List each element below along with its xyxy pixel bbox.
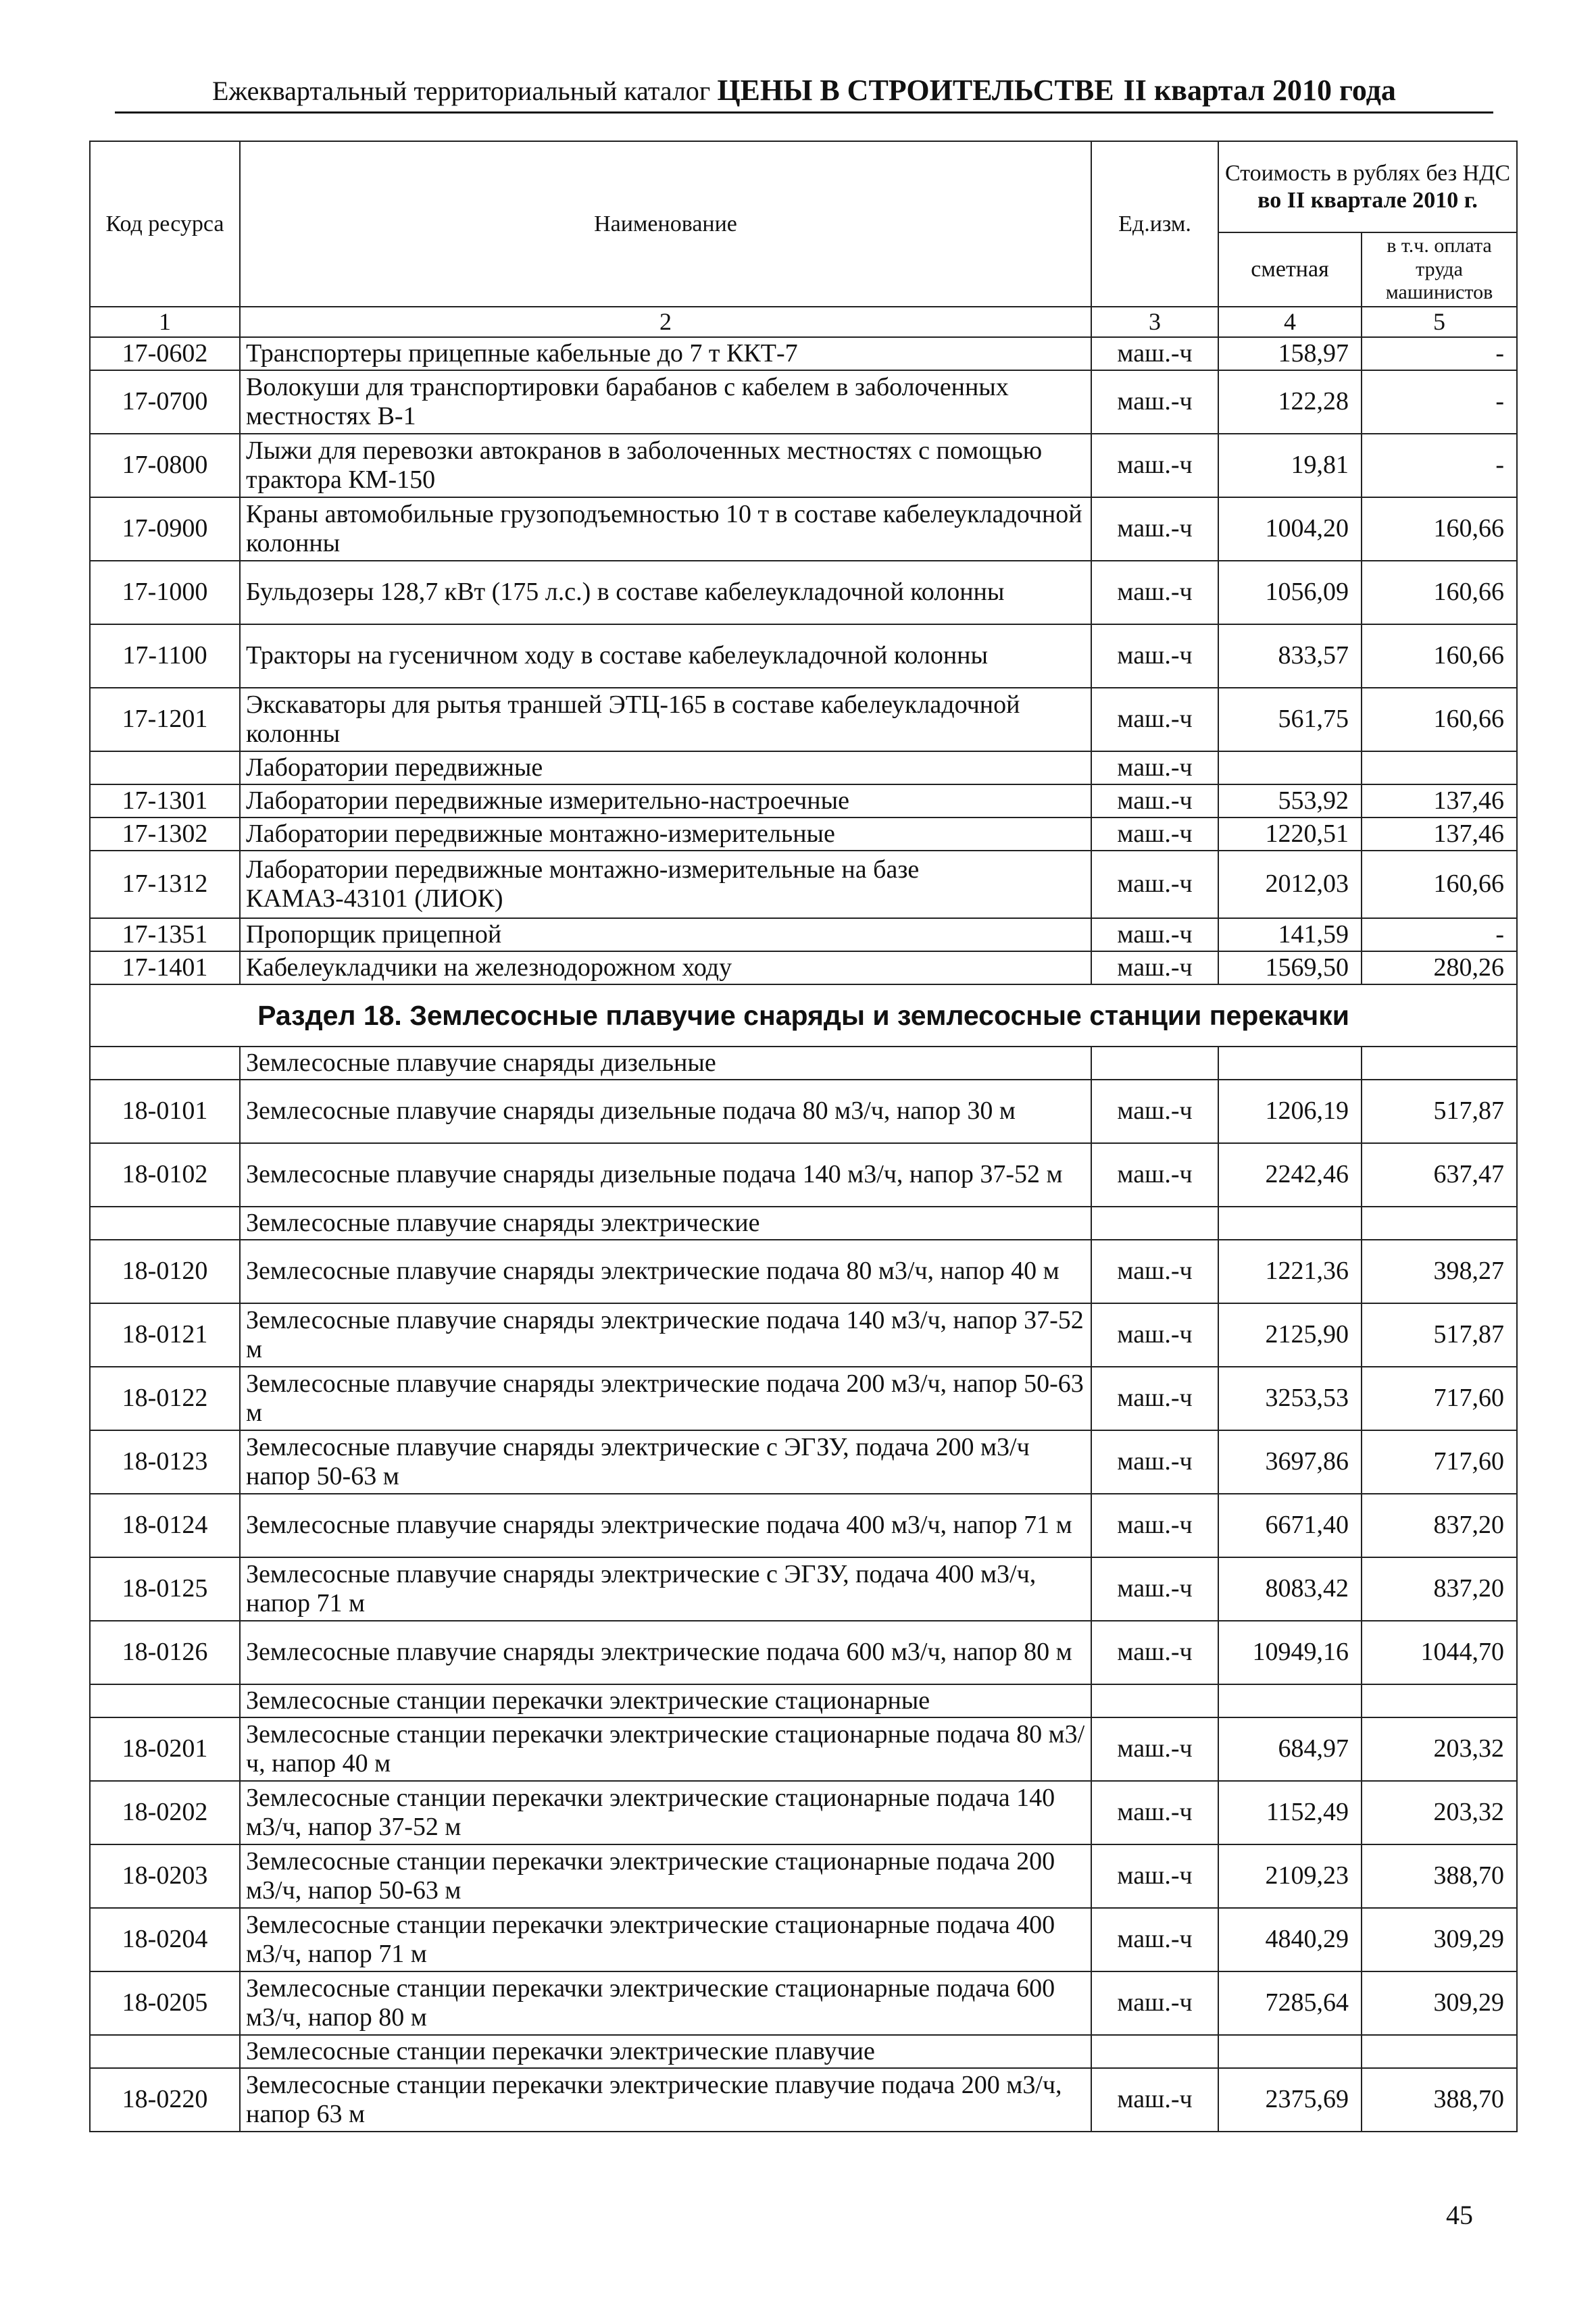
section-title: Раздел 18. Землесосные плавучие снаряды и землесосные станции перекачки (90, 984, 1517, 1047)
resource-code (90, 1047, 240, 1080)
estimate-price: 19,81 (1218, 434, 1362, 497)
column-number: 3 (1091, 307, 1218, 337)
wage-price: 160,66 (1362, 497, 1517, 561)
estimate-price: 6671,40 (1218, 1494, 1362, 1557)
resource-code: 17-0800 (90, 434, 240, 497)
wage-price (1362, 751, 1517, 784)
column-header-unit: Ед.изм. (1091, 141, 1218, 307)
wage-price: 837,20 (1362, 1494, 1517, 1557)
wage-price: 160,66 (1362, 561, 1517, 624)
resource-name: Землесосные станции перекачки электрические плавучие подача 200 м3/ч, напор 63 м (240, 2068, 1091, 2132)
estimate-price (1218, 751, 1362, 784)
column-header-code: Код ресурса (90, 141, 240, 307)
resource-name: Землесосные станции перекачки электрические стационарные подача 400 м3/ч, напор 71 м (240, 1908, 1091, 1971)
unit-cell: маш.-ч (1091, 1557, 1218, 1621)
section-row (90, 984, 1517, 1047)
resource-code: 17-1351 (90, 918, 240, 951)
resource-name: Землесосные плавучие снаряды дизельные (240, 1047, 1091, 1080)
resource-code: 18-0203 (90, 1844, 240, 1908)
wage-price: - (1362, 434, 1517, 497)
estimate-price: 833,57 (1218, 624, 1362, 688)
resource-name: Землесосные плавучие снаряды электрические подача 200 м3/ч, напор 50-63 м (240, 1367, 1091, 1430)
resource-code: 18-0102 (90, 1143, 240, 1207)
table-row (90, 951, 1517, 984)
table-row (90, 784, 1517, 818)
header-period: II квартал 2010 года (1123, 74, 1396, 107)
resource-code: 18-0121 (90, 1303, 240, 1367)
table-row (90, 337, 1517, 370)
table-body-section-title (90, 984, 1517, 1047)
resource-name: Землесосные станции перекачки электрические стационарные подача 140 м3/ч, напор 37-52 м (240, 1781, 1091, 1844)
wage-price: 203,32 (1362, 1717, 1517, 1781)
header-title: ЦЕНЫ В СТРОИТЕЛЬСТВЕ (717, 74, 1114, 107)
estimate-price: 1056,09 (1218, 561, 1362, 624)
unit-cell (1091, 1207, 1218, 1240)
wage-price: 388,70 (1362, 1844, 1517, 1908)
estimate-price (1218, 1207, 1362, 1240)
resource-name: Транспортеры прицепные кабельные до 7 т ККТ-7 (240, 337, 1091, 370)
resource-code (90, 1207, 240, 1240)
resource-name: Землесосные плавучие снаряды дизельные подача 140 м3/ч, напор 37-52 м (240, 1143, 1091, 1207)
wage-price: - (1362, 370, 1517, 434)
resource-code: 17-1000 (90, 561, 240, 624)
cost-period-label: во II квартале 2010 г. (1257, 187, 1478, 213)
resource-code: 17-1401 (90, 951, 240, 984)
unit-cell: маш.-ч (1091, 1080, 1218, 1143)
resource-code: 17-1100 (90, 624, 240, 688)
resource-name: Тракторы на гусеничном ходу в составе кабелеукладочной колонны (240, 624, 1091, 688)
wage-price: 517,87 (1362, 1080, 1517, 1143)
resource-name: Землесосные плавучие снаряды электрические с ЭГЗУ, подача 400 м3/ч, напор 71 м (240, 1557, 1091, 1621)
column-header-wage: в т.ч. оплата труда машинистов (1362, 232, 1517, 307)
estimate-price: 1221,36 (1218, 1240, 1362, 1303)
wage-price: 160,66 (1362, 624, 1517, 688)
group-header-row (90, 2035, 1517, 2068)
resource-name: Землесосные плавучие снаряды электрические подача 600 м3/ч, напор 80 м (240, 1621, 1091, 1684)
unit-cell: маш.-ч (1091, 1971, 1218, 2035)
wage-price (1362, 1684, 1517, 1717)
wage-price: 280,26 (1362, 951, 1517, 984)
resource-name: Пропорщик прицепной (240, 918, 1091, 951)
estimate-price: 158,97 (1218, 337, 1362, 370)
resource-code (90, 2035, 240, 2068)
unit-cell: маш.-ч (1091, 370, 1218, 434)
unit-cell: маш.-ч (1091, 1908, 1218, 1971)
wage-price: - (1362, 337, 1517, 370)
column-number: 5 (1362, 307, 1517, 337)
unit-cell: маш.-ч (1091, 818, 1218, 851)
group-header-row (90, 1684, 1517, 1717)
resource-name: Землесосные плавучие снаряды дизельные подача 80 м3/ч, напор 30 м (240, 1080, 1091, 1143)
table-row (90, 1080, 1517, 1143)
resource-name: Лаборатории передвижные (240, 751, 1091, 784)
table-row (90, 1557, 1517, 1621)
resource-code: 17-1312 (90, 851, 240, 918)
estimate-price: 1152,49 (1218, 1781, 1362, 1844)
wage-price: 309,29 (1362, 1971, 1517, 2035)
resource-name: Лаборатории передвижные измерительно-настроечные (240, 784, 1091, 818)
group-header-row (90, 1047, 1517, 1080)
resource-code: 17-1201 (90, 688, 240, 751)
estimate-price: 1004,20 (1218, 497, 1362, 561)
estimate-price: 3253,53 (1218, 1367, 1362, 1430)
resource-code: 18-0124 (90, 1494, 240, 1557)
page-number: 45 (1446, 2200, 1473, 2230)
wage-price: 1044,70 (1362, 1621, 1517, 1684)
resource-name: Волокуши для транспортировки барабанов с кабелем в заболоченных местностях В-1 (240, 370, 1091, 434)
unit-cell: маш.-ч (1091, 1621, 1218, 1684)
estimate-price: 553,92 (1218, 784, 1362, 818)
unit-cell: маш.-ч (1091, 688, 1218, 751)
unit-cell: маш.-ч (1091, 1367, 1218, 1430)
resource-name: Экскаваторы для рытья траншей ЭТЦ-165 в составе кабелеукладочной колонны (240, 688, 1091, 751)
table-row (90, 688, 1517, 751)
table-row (90, 561, 1517, 624)
unit-cell: маш.-ч (1091, 1303, 1218, 1367)
resource-name: Землесосные плавучие снаряды электрические (240, 1207, 1091, 1240)
resource-code: 18-0202 (90, 1781, 240, 1844)
unit-cell: маш.-ч (1091, 561, 1218, 624)
table-row (90, 497, 1517, 561)
resource-code: 18-0120 (90, 1240, 240, 1303)
wage-price (1362, 1207, 1517, 1240)
estimate-price: 1220,51 (1218, 818, 1362, 851)
table-row (90, 1844, 1517, 1908)
column-number: 1 (90, 307, 240, 337)
unit-cell (1091, 1047, 1218, 1080)
resource-name: Лыжи для перевозки автокранов в заболоченных местностях с помощью трактора КМ-150 (240, 434, 1091, 497)
resource-name: Краны автомобильные грузоподъемностью 10 т в составе кабелеукладочной колонны (240, 497, 1091, 561)
unit-cell: маш.-ч (1091, 851, 1218, 918)
resource-name: Землесосные станции перекачки электрические стационарные подача 600 м3/ч, напор 80 м (240, 1971, 1091, 2035)
table-row (90, 370, 1517, 434)
wage-price: 717,60 (1362, 1430, 1517, 1494)
wage-price: 637,47 (1362, 1143, 1517, 1207)
unit-cell: маш.-ч (1091, 1781, 1218, 1844)
resource-name: Землесосные плавучие снаряды электрические подача 80 м3/ч, напор 40 м (240, 1240, 1091, 1303)
resource-code: 18-0101 (90, 1080, 240, 1143)
table-row (90, 918, 1517, 951)
estimate-price: 2375,69 (1218, 2068, 1362, 2132)
unit-cell: маш.-ч (1091, 751, 1218, 784)
resource-code: 18-0201 (90, 1717, 240, 1781)
estimate-price (1218, 1047, 1362, 1080)
resource-code: 18-0204 (90, 1908, 240, 1971)
wage-price: 160,66 (1362, 851, 1517, 918)
resource-name: Землесосные станции перекачки электрические стационарные подача 80 м3/ч, напор 40 м (240, 1717, 1091, 1781)
wage-price: - (1362, 918, 1517, 951)
table-row (90, 818, 1517, 851)
table-row (90, 1971, 1517, 2035)
estimate-price: 10949,16 (1218, 1621, 1362, 1684)
resource-name: Землесосные плавучие снаряды электрические подача 140 м3/ч, напор 37-52 м (240, 1303, 1091, 1367)
wage-price: 388,70 (1362, 2068, 1517, 2132)
table-body-section-17 (90, 337, 1517, 984)
estimate-price: 684,97 (1218, 1717, 1362, 1781)
estimate-price: 2109,23 (1218, 1844, 1362, 1908)
wage-price (1362, 2035, 1517, 2068)
resource-name: Бульдозеры 128,7 кВт (175 л.с.) в составе кабелеукладочной колонны (240, 561, 1091, 624)
wage-price: 837,20 (1362, 1557, 1517, 1621)
table-row (90, 1494, 1517, 1557)
column-number: 4 (1218, 307, 1362, 337)
resource-code: 17-0700 (90, 370, 240, 434)
header-catalog-name: Ежеквартальный территориальный каталог (212, 76, 711, 106)
column-number: 2 (240, 307, 1091, 337)
unit-cell: маш.-ч (1091, 784, 1218, 818)
table-row (90, 1430, 1517, 1494)
wage-price: 160,66 (1362, 688, 1517, 751)
unit-cell: маш.-ч (1091, 1844, 1218, 1908)
unit-cell (1091, 2035, 1218, 2068)
estimate-price: 7285,64 (1218, 1971, 1362, 2035)
resource-code: 18-0122 (90, 1367, 240, 1430)
table-row (90, 1143, 1517, 1207)
unit-cell: маш.-ч (1091, 918, 1218, 951)
resource-name: Землесосные плавучие снаряды электрические с ЭГЗУ, подача 200 м3/ч напор 50-63 м (240, 1430, 1091, 1494)
page-header (115, 73, 1493, 114)
estimate-price: 2242,46 (1218, 1143, 1362, 1207)
group-header-row (90, 1207, 1517, 1240)
unit-cell: маш.-ч (1091, 1240, 1218, 1303)
resource-name: Лаборатории передвижные монтажно-измерительные на базе КАМАЗ-43101 (ЛИОК) (240, 851, 1091, 918)
table-row (90, 1908, 1517, 1971)
resource-name: Лаборатории передвижные монтажно-измерительные (240, 818, 1091, 851)
unit-cell: маш.-ч (1091, 951, 1218, 984)
column-header-cost (1218, 141, 1517, 232)
resource-code: 18-0123 (90, 1430, 240, 1494)
resource-name: Землесосные станции перекачки электрические стационарные (240, 1684, 1091, 1717)
table-row (90, 1717, 1517, 1781)
table-row (90, 2068, 1517, 2132)
wage-price: 203,32 (1362, 1781, 1517, 1844)
estimate-price (1218, 1684, 1362, 1717)
estimate-price: 561,75 (1218, 688, 1362, 751)
table-body-section-18 (90, 1047, 1517, 2132)
resource-code: 18-0125 (90, 1557, 240, 1621)
resource-code (90, 751, 240, 784)
estimate-price: 8083,42 (1218, 1557, 1362, 1621)
table-row (90, 1621, 1517, 1684)
unit-cell: маш.-ч (1091, 1143, 1218, 1207)
unit-cell: маш.-ч (1091, 2068, 1218, 2132)
wage-price: 398,27 (1362, 1240, 1517, 1303)
unit-cell: маш.-ч (1091, 497, 1218, 561)
resource-name: Землесосные станции перекачки электрические стационарные подача 200 м3/ч, напор 50-63 м (240, 1844, 1091, 1908)
resource-code (90, 1684, 240, 1717)
unit-cell: маш.-ч (1091, 434, 1218, 497)
estimate-price: 2012,03 (1218, 851, 1362, 918)
unit-cell: маш.-ч (1091, 1430, 1218, 1494)
table-row (90, 1367, 1517, 1430)
column-header-name: Наименование (240, 141, 1091, 307)
table-row (90, 624, 1517, 688)
wage-price: 717,60 (1362, 1367, 1517, 1430)
unit-cell: маш.-ч (1091, 624, 1218, 688)
price-table (89, 141, 1518, 2132)
resource-code: 18-0220 (90, 2068, 240, 2132)
cost-header-label: Стоимость в рублях без НДС (1224, 161, 1511, 186)
unit-cell: маш.-ч (1091, 1494, 1218, 1557)
resource-code: 17-0900 (90, 497, 240, 561)
column-header-estimate: сметная (1218, 232, 1362, 307)
table-row (90, 434, 1517, 497)
unit-cell: маш.-ч (1091, 1717, 1218, 1781)
estimate-price: 1569,50 (1218, 951, 1362, 984)
resource-name: Кабелеукладчики на железнодорожном ходу (240, 951, 1091, 984)
estimate-price: 141,59 (1218, 918, 1362, 951)
unit-cell (1091, 1684, 1218, 1717)
estimate-price (1218, 2035, 1362, 2068)
estimate-price: 122,28 (1218, 370, 1362, 434)
wage-price: 309,29 (1362, 1908, 1517, 1971)
resource-code: 17-1301 (90, 784, 240, 818)
wage-price (1362, 1047, 1517, 1080)
estimate-price: 1206,19 (1218, 1080, 1362, 1143)
table-row (90, 1781, 1517, 1844)
resource-code: 17-1302 (90, 818, 240, 851)
resource-code: 17-0602 (90, 337, 240, 370)
resource-code: 18-0205 (90, 1971, 240, 2035)
unit-cell: маш.-ч (1091, 337, 1218, 370)
wage-price: 517,87 (1362, 1303, 1517, 1367)
wage-price: 137,46 (1362, 784, 1517, 818)
group-header-row (90, 751, 1517, 784)
resource-name: Землесосные станции перекачки электрические плавучие (240, 2035, 1091, 2068)
resource-name: Землесосные плавучие снаряды электрические подача 400 м3/ч, напор 71 м (240, 1494, 1091, 1557)
estimate-price: 3697,86 (1218, 1430, 1362, 1494)
estimate-price: 4840,29 (1218, 1908, 1362, 1971)
table-row (90, 1240, 1517, 1303)
table-row (90, 851, 1517, 918)
resource-code: 18-0126 (90, 1621, 240, 1684)
wage-price: 137,46 (1362, 818, 1517, 851)
estimate-price: 2125,90 (1218, 1303, 1362, 1367)
table-row (90, 1303, 1517, 1367)
